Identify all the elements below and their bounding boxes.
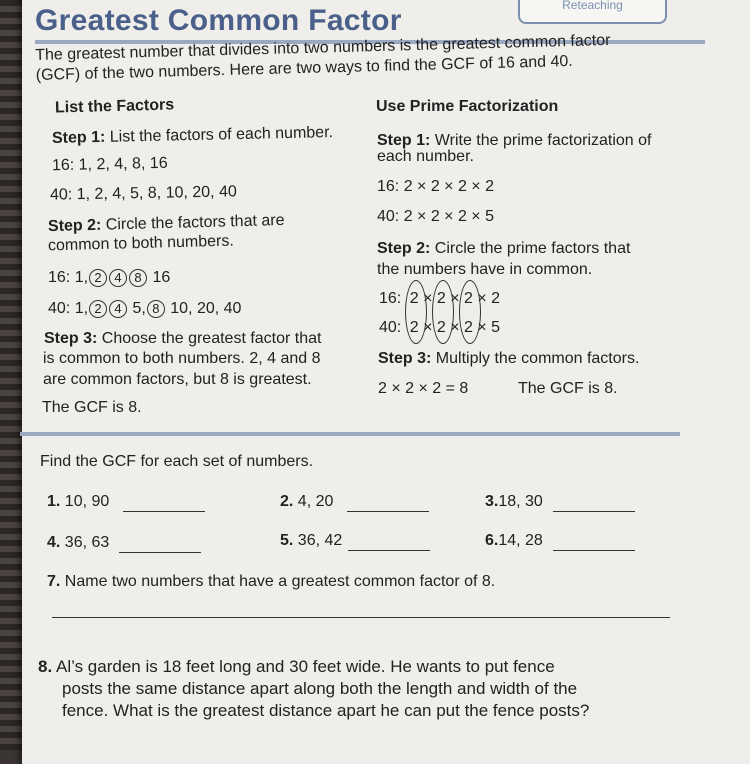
section-rule [20, 432, 680, 436]
item-question: Al’s garden is 18 feet long and 30 feet wide. He wants to put fence [55, 657, 555, 676]
step-label: Step 3: [44, 330, 98, 347]
answer-blank[interactable] [553, 536, 635, 551]
times: × [423, 290, 433, 307]
left-heading: List the Factors [54, 96, 175, 117]
exercise-3 [485, 492, 635, 512]
factor: 2 [436, 319, 446, 336]
prime-40: 40: 2 × 2 × 2 × 5 [377, 208, 494, 225]
factor: 2 [464, 290, 473, 307]
times: × [423, 319, 433, 336]
page-title: Greatest Common Factor [35, 4, 402, 37]
right-heading: Use Prime Factorization [376, 98, 559, 115]
times: × [450, 290, 460, 307]
answer-blank[interactable] [119, 538, 201, 553]
circled-number: 8 [129, 269, 147, 287]
circled-number: 8 [147, 300, 165, 318]
answer-blank[interactable] [123, 497, 205, 512]
exercise-8 [38, 656, 589, 722]
step-label: Step 2: [377, 240, 431, 257]
exercise-2 [280, 492, 429, 512]
step-text: List the factors of each number. [109, 124, 334, 146]
factors-40: 40: 1, 2, 4, 5, 8, 10, 20, 40 [49, 183, 237, 204]
left-step3 [44, 329, 321, 349]
factor: 2 [409, 290, 419, 307]
answer-line[interactable] [52, 617, 670, 618]
right-step3 [378, 349, 639, 369]
left-step3-cont1: is common to both numbers. 2, 4 and 8 [43, 350, 321, 367]
circled-40 [48, 299, 241, 319]
left-step2-cont: common to both numbers. [47, 232, 235, 255]
left-gcf: The GCF is 8. [42, 399, 142, 416]
item-number: 2. [280, 493, 294, 510]
book-binding [0, 0, 22, 750]
answer-blank[interactable] [348, 536, 430, 551]
item-question: 10, 90 [64, 493, 110, 510]
step-text: Write the prime factorization of [434, 132, 652, 149]
prefix: 40: [379, 319, 402, 336]
suffix: 16 [152, 269, 171, 286]
left-step3-cont2: are common factors, but 8 is greatest. [43, 371, 312, 388]
item-number: 7. [47, 573, 61, 590]
intro-text: The greatest number that divides into two numbers is the greatest common factor (GCF) of the two numbers. Here are two ways to find the GCF of 16 and 40. [35, 31, 611, 84]
circled-number: 2 [89, 300, 107, 318]
item-number: 5. [280, 532, 294, 549]
item-number: 8. [38, 657, 53, 676]
step-text: Circle the factors that are [105, 211, 285, 234]
factors-16: 16: 1, 2, 4, 8, 16 [51, 154, 168, 175]
step-label: Step 2: [47, 216, 102, 236]
item-question: 36, 42 [297, 532, 343, 549]
right-step1-cont: each number. [377, 148, 474, 165]
step-text: Multiply the common factors. [435, 350, 640, 367]
circled-prime-40 [379, 318, 500, 338]
suffix: 10, 20, 40 [170, 300, 242, 317]
item-number: 6. [485, 532, 499, 549]
tail: × 2 [477, 290, 501, 307]
right-gcf: The GCF is 8. [518, 380, 618, 397]
exercise-prompt: Find the GCF for each set of numbers. [40, 453, 314, 470]
item-line [38, 656, 589, 678]
item-question: Name two numbers that have a greatest common factor of 8. [64, 573, 496, 590]
circled-16 [48, 268, 170, 288]
factor: 2 [409, 319, 419, 336]
item-line: posts the same distance apart along both the length and width of the [62, 679, 578, 698]
times: × [450, 319, 460, 336]
step-text: Circle the prime factors that [434, 240, 631, 257]
exercise-4 [47, 533, 201, 553]
step-label: Step 1: [377, 132, 431, 149]
middle: 5, [132, 300, 146, 317]
tail: × 5 [477, 319, 501, 336]
right-step2 [377, 239, 630, 259]
circled-number: 2 [89, 269, 107, 287]
step-label: Step 3: [378, 350, 432, 367]
exercise-1 [47, 492, 205, 512]
factor: 2 [464, 319, 473, 336]
right-step2-cont: the numbers have in common. [377, 261, 593, 278]
answer-blank[interactable] [553, 497, 635, 512]
exercise-7 [47, 572, 495, 592]
lesson-tag: Reteaching [518, 0, 667, 24]
circled-prime-16 [379, 289, 500, 309]
item-question: 18, 30 [498, 493, 543, 510]
item-question: 14, 28 [498, 532, 543, 549]
factor: 2 [436, 290, 446, 307]
item-line: fence. What is the greatest distance apart he can put the fence posts? [62, 701, 590, 720]
circled-number: 4 [109, 269, 127, 287]
prefix: 16: [379, 290, 402, 307]
item-question: 4, 20 [297, 493, 334, 510]
prefix: 40: 1, [48, 300, 89, 317]
circled-number: 4 [109, 300, 127, 318]
step-text: Choose the greatest factor that [101, 330, 322, 347]
prefix: 16: 1, [48, 269, 89, 286]
item-question: 36, 63 [64, 534, 110, 551]
exercise-6 [485, 531, 635, 551]
item-number: 1. [47, 493, 61, 510]
exercise-5 [280, 531, 430, 551]
item-number: 3. [485, 493, 499, 510]
step-label: Step 1: [51, 128, 106, 147]
product: 2 × 2 × 2 = 8 [378, 380, 469, 397]
answer-blank[interactable] [347, 497, 429, 512]
item-number: 4. [47, 534, 61, 551]
prime-16: 16: 2 × 2 × 2 × 2 [377, 178, 494, 195]
